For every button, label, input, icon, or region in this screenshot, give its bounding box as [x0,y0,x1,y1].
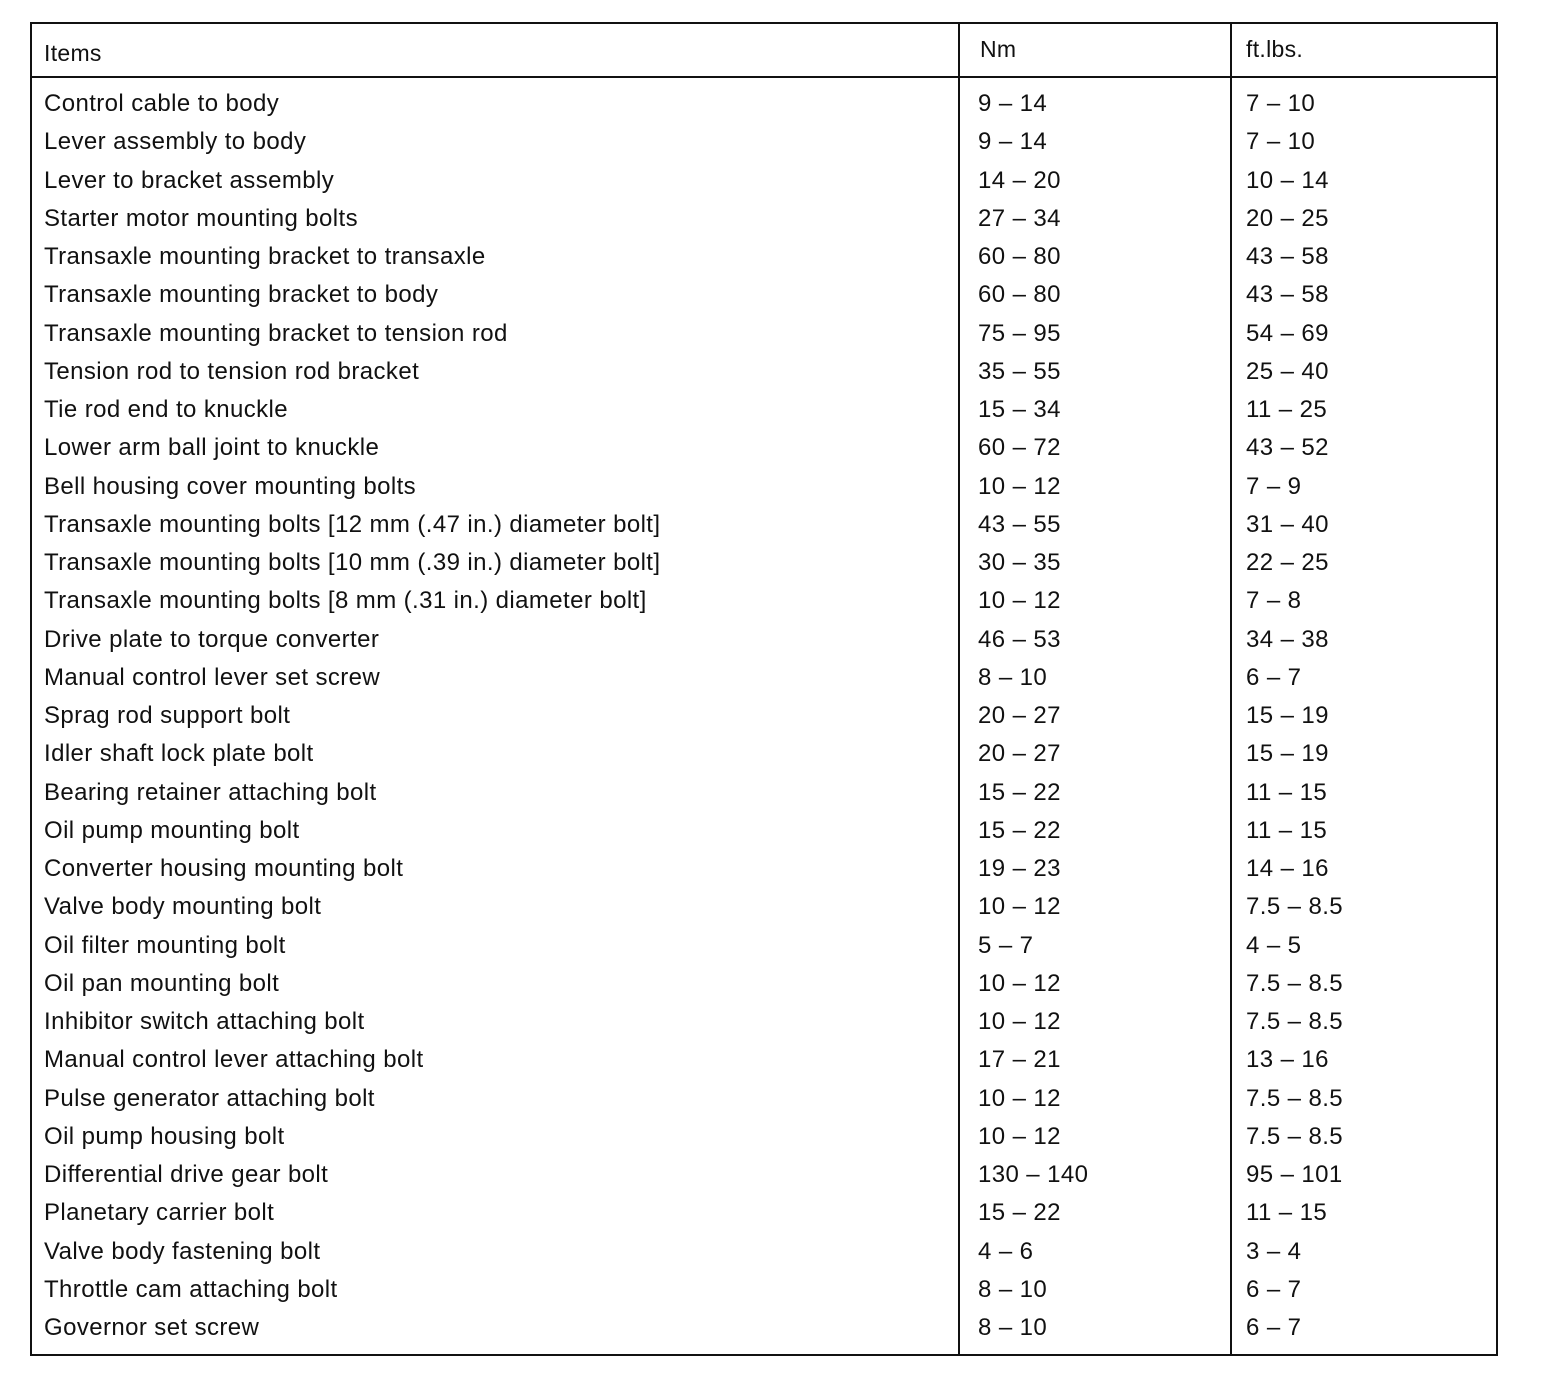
table-row [32,163,1496,201]
ftlbs-cell: 15 – 19 [1246,702,1329,729]
table-row [32,622,1496,660]
ftlbs-cell: 7 – 10 [1246,90,1316,117]
nm-cell: 15 – 22 [978,816,1061,844]
header-rule [32,76,1496,78]
ftlbs-cell: 54 – 69 [1246,319,1329,347]
ftlbs-cell: 22 – 25 [1246,549,1329,576]
table-row [32,1157,1496,1195]
torque-spec-table [30,22,1498,1356]
table-row [32,1042,1496,1080]
nm-cell: 20 – 27 [978,702,1061,729]
ftlbs-cell: 34 – 38 [1246,625,1329,653]
table-row [32,86,1496,124]
item-cell: Transaxle mounting bracket to transaxle [44,243,486,270]
nm-cell: 20 – 27 [978,740,1061,768]
item-cell: Drive plate to torque converter [44,625,380,653]
item-cell: Bell housing cover mounting bolts [44,472,417,500]
table-row [32,736,1496,774]
table-row [32,392,1496,430]
nm-cell: 130 – 140 [978,1161,1089,1188]
ftlbs-cell: 11 – 15 [1246,1199,1328,1227]
table-row [32,545,1496,583]
nm-cell: 8 – 10 [978,663,1048,691]
table-body [32,86,1496,1348]
item-cell: Pulse generator attaching bolt [44,1084,375,1112]
item-cell: Oil pan mounting bolt [44,969,280,997]
item-cell: Manual control lever set screw [44,663,381,691]
item-cell: Control cable to body [44,90,280,117]
ftlbs-cell: 7.5 – 8.5 [1246,969,1344,997]
nm-cell: 75 – 95 [978,319,1061,347]
ftlbs-cell: 6 – 7 [1246,1275,1302,1303]
ftlbs-cell: 3 – 4 [1246,1237,1302,1265]
nm-cell: 43 – 55 [978,510,1061,538]
item-cell: Oil pump mounting bolt [44,816,300,844]
table-row [32,698,1496,736]
item-cell: Transaxle mounting bolts [10 mm (.39 in.) diameter bolt] [44,549,661,576]
table-row [32,316,1496,354]
table-row [32,1272,1496,1310]
nm-cell: 10 – 12 [978,587,1061,615]
table-row [32,928,1496,966]
ftlbs-cell: 20 – 25 [1246,204,1329,232]
item-cell: Inhibitor switch attaching bolt [44,1008,365,1035]
ftlbs-cell: 25 – 40 [1246,357,1329,385]
item-cell: Manual control lever attaching bolt [44,1046,424,1074]
nm-cell: 8 – 10 [978,1314,1048,1341]
ftlbs-cell: 31 – 40 [1246,510,1329,538]
table-row [32,1081,1496,1119]
nm-cell: 10 – 12 [978,472,1061,500]
table-row [32,239,1496,277]
table-row [32,1310,1496,1348]
item-cell: Idler shaft lock plate bolt [44,740,314,768]
header-ftlbs: ft.lbs. [1246,36,1304,62]
ftlbs-cell: 7.5 – 8.5 [1246,1122,1344,1150]
item-cell: Transaxle mounting bolts [12 mm (.47 in.) diameter bolt] [44,510,661,538]
item-cell: Transaxle mounting bracket to body [44,281,439,309]
item-cell: Lever assembly to body [44,128,307,156]
ftlbs-cell: 7.5 – 8.5 [1246,1084,1344,1112]
nm-cell: 10 – 12 [978,893,1061,921]
table-header-row [32,24,1496,76]
nm-cell: 5 – 7 [978,931,1034,959]
ftlbs-cell: 43 – 52 [1246,434,1329,462]
table-row [32,660,1496,698]
ftlbs-cell: 13 – 16 [1246,1046,1329,1074]
item-cell: Tension rod to tension rod bracket [44,357,420,385]
ftlbs-cell: 95 – 101 [1246,1161,1343,1188]
nm-cell: 10 – 12 [978,969,1061,997]
nm-cell: 15 – 22 [978,1199,1061,1227]
table-row [32,354,1496,392]
table-row [32,277,1496,315]
ftlbs-cell: 7 – 10 [1246,128,1316,156]
table-row [32,507,1496,545]
nm-cell: 30 – 35 [978,549,1061,576]
nm-cell: 10 – 12 [978,1008,1061,1035]
table-row [32,889,1496,927]
item-cell: Transaxle mounting bolts [8 mm (.31 in.) diameter bolt] [44,587,647,615]
ftlbs-cell: 14 – 16 [1246,855,1329,882]
ftlbs-cell: 7.5 – 8.5 [1246,1008,1344,1035]
table-row [32,775,1496,813]
item-cell: Starter motor mounting bolts [44,204,359,232]
nm-cell: 14 – 20 [978,166,1061,194]
nm-cell: 9 – 14 [978,90,1048,117]
table-row [32,966,1496,1004]
nm-cell: 60 – 80 [978,243,1061,270]
table-row [32,124,1496,162]
item-cell: Lower arm ball joint to knuckle [44,434,380,462]
nm-cell: 35 – 55 [978,357,1061,385]
ftlbs-cell: 7 – 9 [1246,472,1302,500]
item-cell: Planetary carrier bolt [44,1199,275,1227]
header-nm: Nm [980,36,1017,62]
table-row [32,1195,1496,1233]
item-cell: Lever to bracket assembly [44,166,335,194]
item-cell: Transaxle mounting bracket to tension rod [44,319,508,347]
nm-cell: 9 – 14 [978,128,1048,156]
item-cell: Oil filter mounting bolt [44,931,286,959]
item-cell: Valve body mounting bolt [44,893,322,921]
nm-cell: 15 – 34 [978,396,1061,423]
nm-cell: 4 – 6 [978,1237,1034,1265]
item-cell: Tie rod end to knuckle [44,396,289,423]
nm-cell: 8 – 10 [978,1275,1048,1303]
ftlbs-cell: 11 – 25 [1246,396,1328,423]
nm-cell: 60 – 72 [978,434,1061,462]
table-row [32,430,1496,468]
ftlbs-cell: 15 – 19 [1246,740,1329,768]
table-row [32,201,1496,239]
ftlbs-cell: 7 – 8 [1246,587,1302,615]
ftlbs-cell: 7.5 – 8.5 [1246,893,1344,921]
ftlbs-cell: 6 – 7 [1246,663,1302,691]
nm-cell: 10 – 12 [978,1084,1061,1112]
ftlbs-cell: 11 – 15 [1246,778,1328,806]
ftlbs-cell: 6 – 7 [1246,1314,1302,1341]
header-items: Items [44,40,102,66]
ftlbs-cell: 43 – 58 [1246,243,1329,270]
item-cell: Governor set screw [44,1314,260,1341]
nm-cell: 17 – 21 [978,1046,1061,1074]
item-cell: Sprag rod support bolt [44,702,291,729]
table-row [32,1004,1496,1042]
nm-cell: 19 – 23 [978,855,1061,882]
nm-cell: 15 – 22 [978,778,1061,806]
ftlbs-cell: 11 – 15 [1246,816,1328,844]
item-cell: Throttle cam attaching bolt [44,1275,338,1303]
item-cell: Converter housing mounting bolt [44,855,404,882]
table-row [32,1119,1496,1157]
nm-cell: 10 – 12 [978,1122,1061,1150]
item-cell: Bearing retainer attaching bolt [44,778,377,806]
item-cell: Oil pump housing bolt [44,1122,285,1150]
ftlbs-cell: 4 – 5 [1246,931,1302,959]
ftlbs-cell: 43 – 58 [1246,281,1329,309]
nm-cell: 46 – 53 [978,625,1061,653]
nm-cell: 27 – 34 [978,204,1061,232]
item-cell: Differential drive gear bolt [44,1161,329,1188]
ftlbs-cell: 10 – 14 [1246,166,1329,194]
nm-cell: 60 – 80 [978,281,1061,309]
table-row [32,469,1496,507]
item-cell: Valve body fastening bolt [44,1237,321,1265]
table-row [32,813,1496,851]
table-row [32,583,1496,621]
table-row [32,851,1496,889]
table-row [32,1234,1496,1272]
